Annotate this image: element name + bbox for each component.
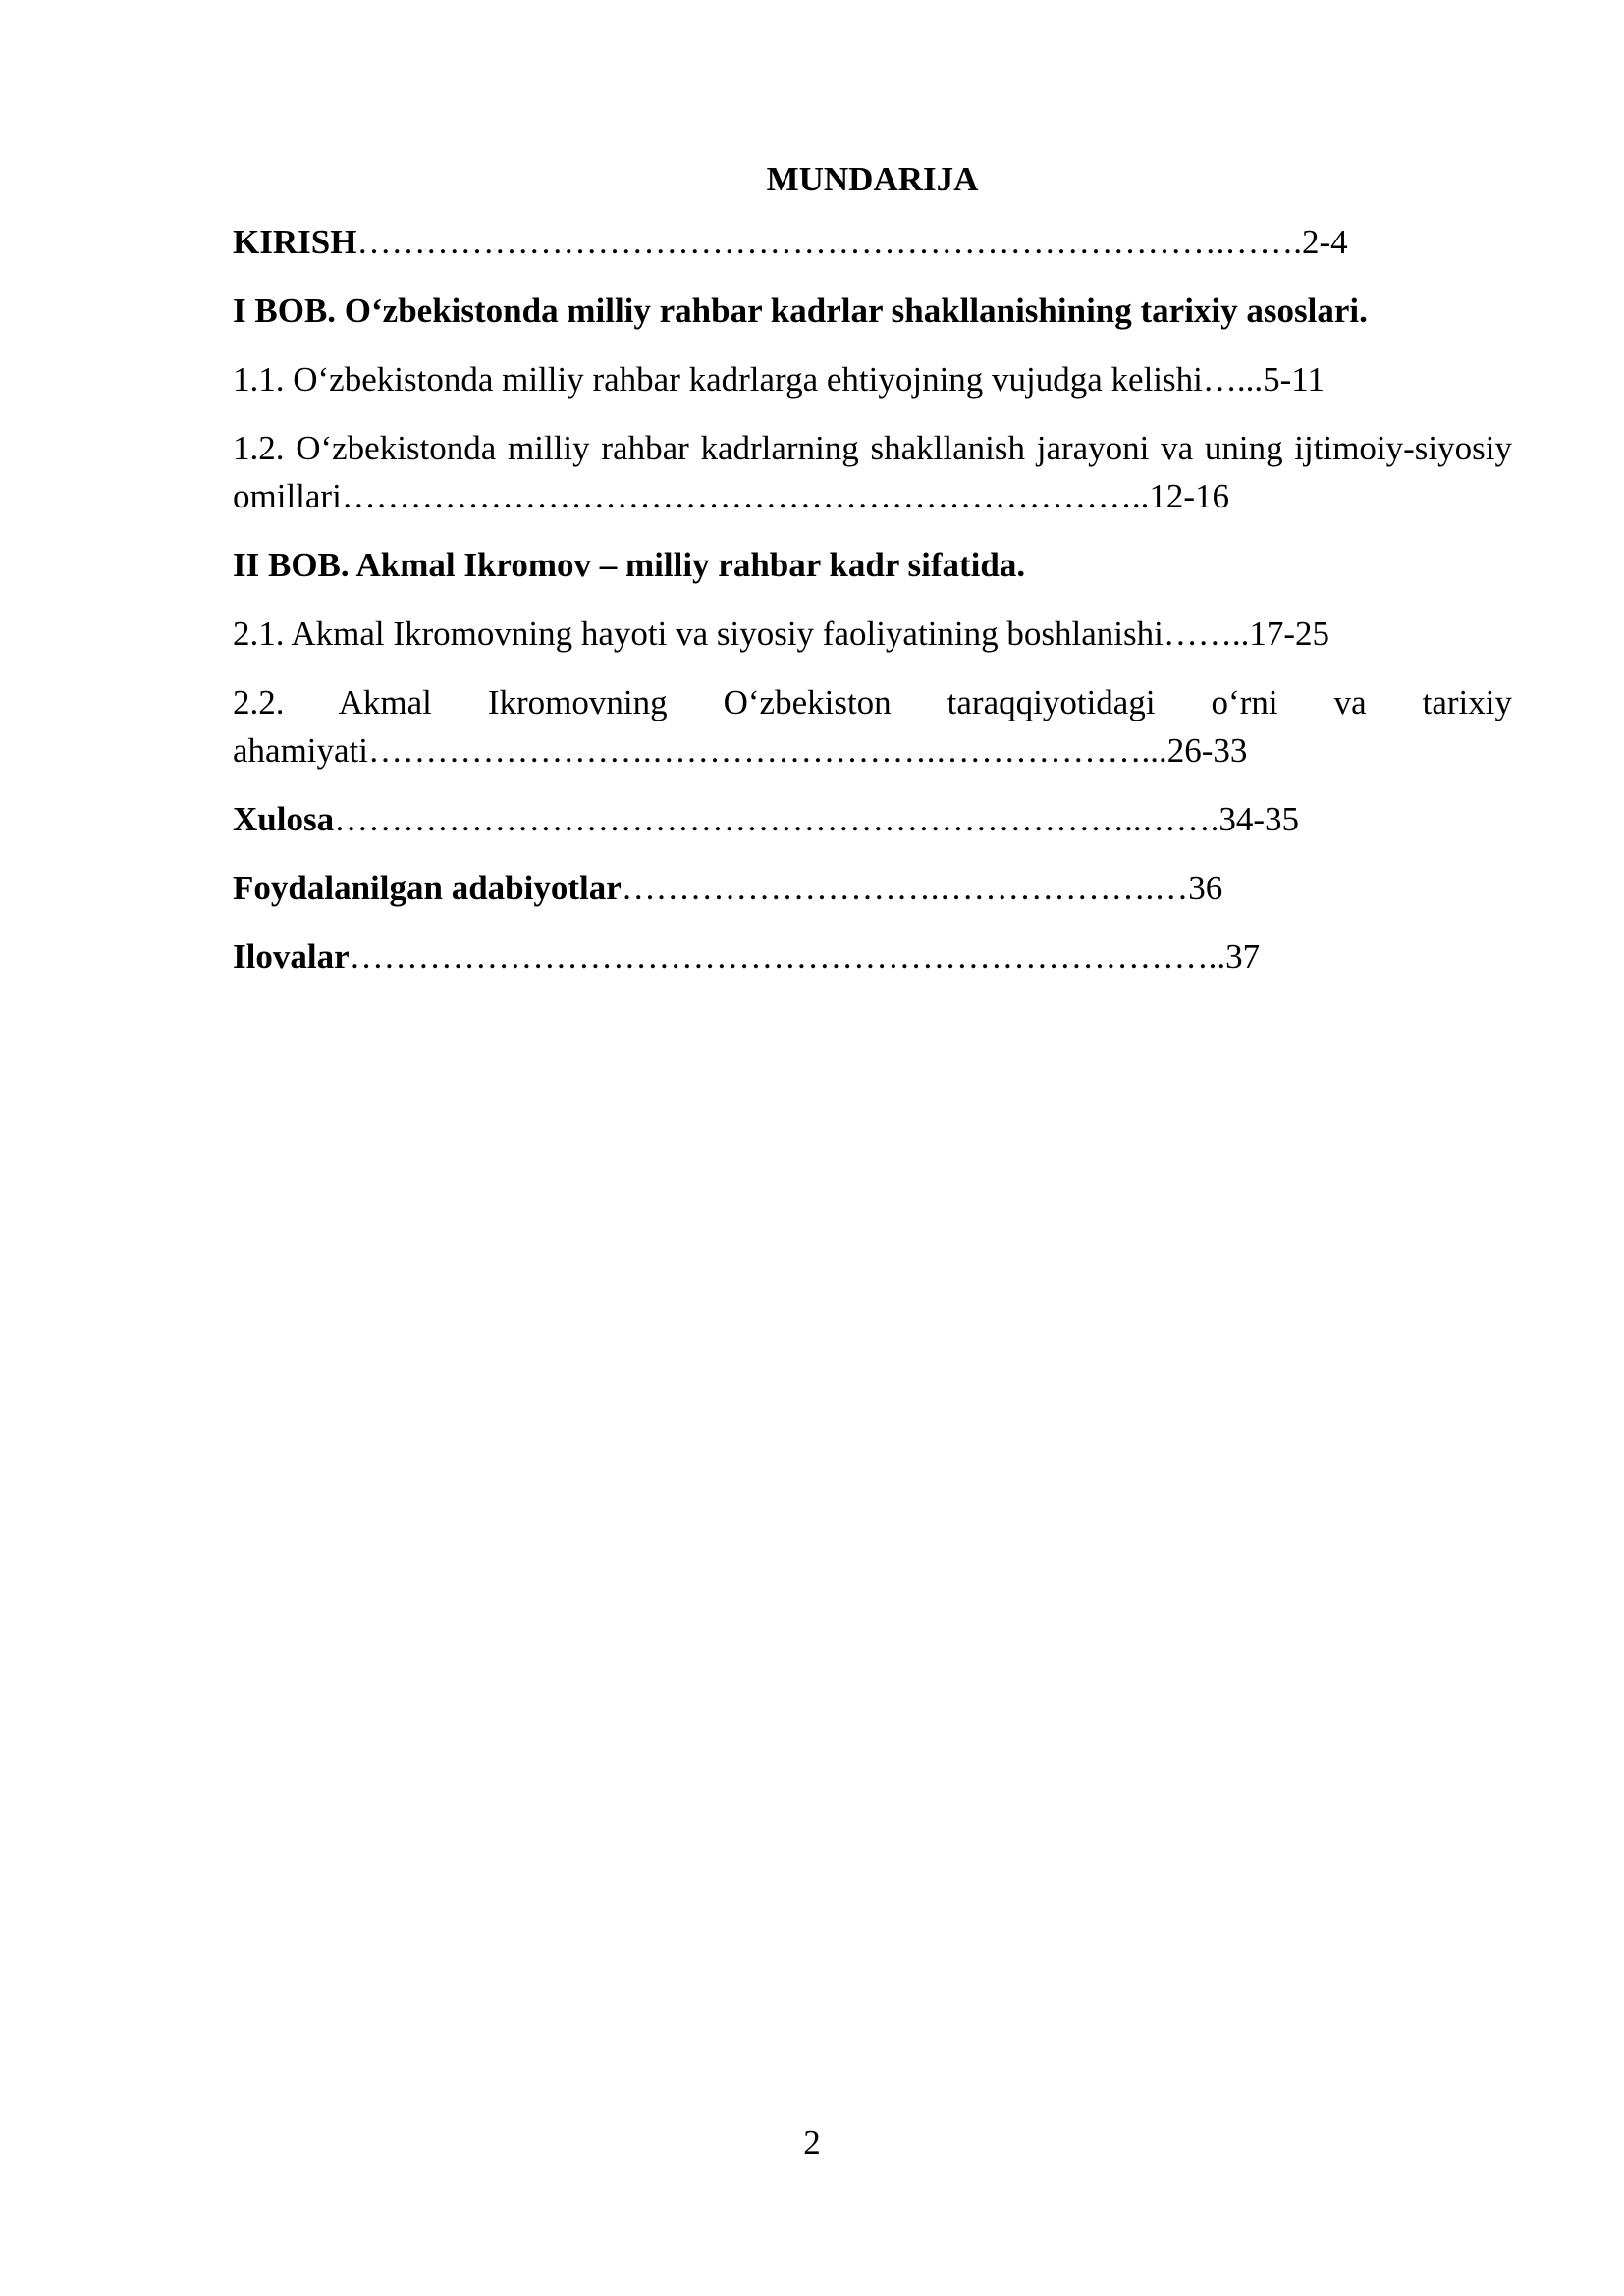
toc-entry-label: 1.1. O‘zbekistonda milliy rahbar kadrlarga ehtiyojning vujudga kelishi — [233, 360, 1203, 399]
toc-entry-leader: …….. — [1163, 614, 1250, 653]
toc-entry-pages: 26-33 — [1166, 731, 1248, 770]
toc-entry-pages: 17-25 — [1249, 614, 1329, 653]
toc-entry-pages: 34-35 — [1218, 800, 1299, 838]
toc-entry-label: Foydalanilgan adabiyotlar — [233, 869, 622, 907]
toc-entry-leader: …………………………………………………………….. — [341, 477, 1150, 515]
toc-chapter-2-heading — [233, 541, 1512, 589]
toc-chapter-1-heading — [233, 287, 1512, 335]
toc-entry-2-1 — [233, 610, 1512, 658]
toc-title: MUNDARIJA — [766, 160, 979, 198]
toc-entry-leader: ……………………….……………….… — [621, 869, 1189, 907]
toc-entry-pages: 36 — [1188, 869, 1223, 907]
toc-entry-pages: 5-11 — [1263, 360, 1325, 399]
table-of-contents — [233, 155, 1512, 1001]
toc-entry-ilovalar — [233, 933, 1512, 981]
toc-entry-label: 1.2. O‘zbekistonda milliy rahbar kadrlarning shakllanish jarayoni va uning ijtimoiy-siyosiy omillari — [233, 429, 1512, 515]
toc-entry-label: II BOB. Akmal Ikromov – milliy rahbar kadr sifatida. — [233, 546, 1026, 584]
toc-entry-2-2 — [233, 678, 1512, 774]
toc-entry-label: 2.2. Akmal Ikromovning O‘zbekiston taraqqiyotidagi o‘rni va tarixiy ahamiyati — [233, 683, 1512, 770]
toc-entry-pages: 12-16 — [1149, 477, 1229, 515]
toc-entry-1-1 — [233, 355, 1512, 403]
toc-entry-label: I BOB. O‘zbekistonda milliy rahbar kadrlar shakllanishining tarixiy asoslari. — [233, 292, 1368, 330]
page-number: 2 — [803, 2123, 821, 2162]
toc-entry-label: KIRISH — [233, 223, 357, 261]
toc-entry-pages: 37 — [1225, 937, 1261, 976]
toc-entry-1-2 — [233, 424, 1512, 520]
toc-entry-leader: ……………………………………………………………..……. — [334, 800, 1219, 838]
toc-entry-label: 2.1. Akmal Ikromovning hayoti va siyosiy faoliyatining boshlanishi — [233, 614, 1164, 653]
toc-entry-xulosa — [233, 795, 1512, 843]
toc-entry-label: Xulosa — [233, 800, 335, 838]
toc-entry-leader: …………………….…………………….………………... — [368, 731, 1167, 770]
toc-entry-pages: 2-4 — [1301, 223, 1348, 261]
toc-entry-adabiyotlar — [233, 864, 1512, 912]
toc-entry-leader: …... — [1202, 360, 1264, 399]
toc-entry-leader: ………………………………………………………………….……. — [356, 223, 1302, 261]
toc-entry-label: Ilovalar — [233, 937, 350, 976]
toc-entry-kirish — [233, 218, 1512, 266]
toc-entry-leader: ………………………………………………………………….. — [349, 937, 1226, 976]
